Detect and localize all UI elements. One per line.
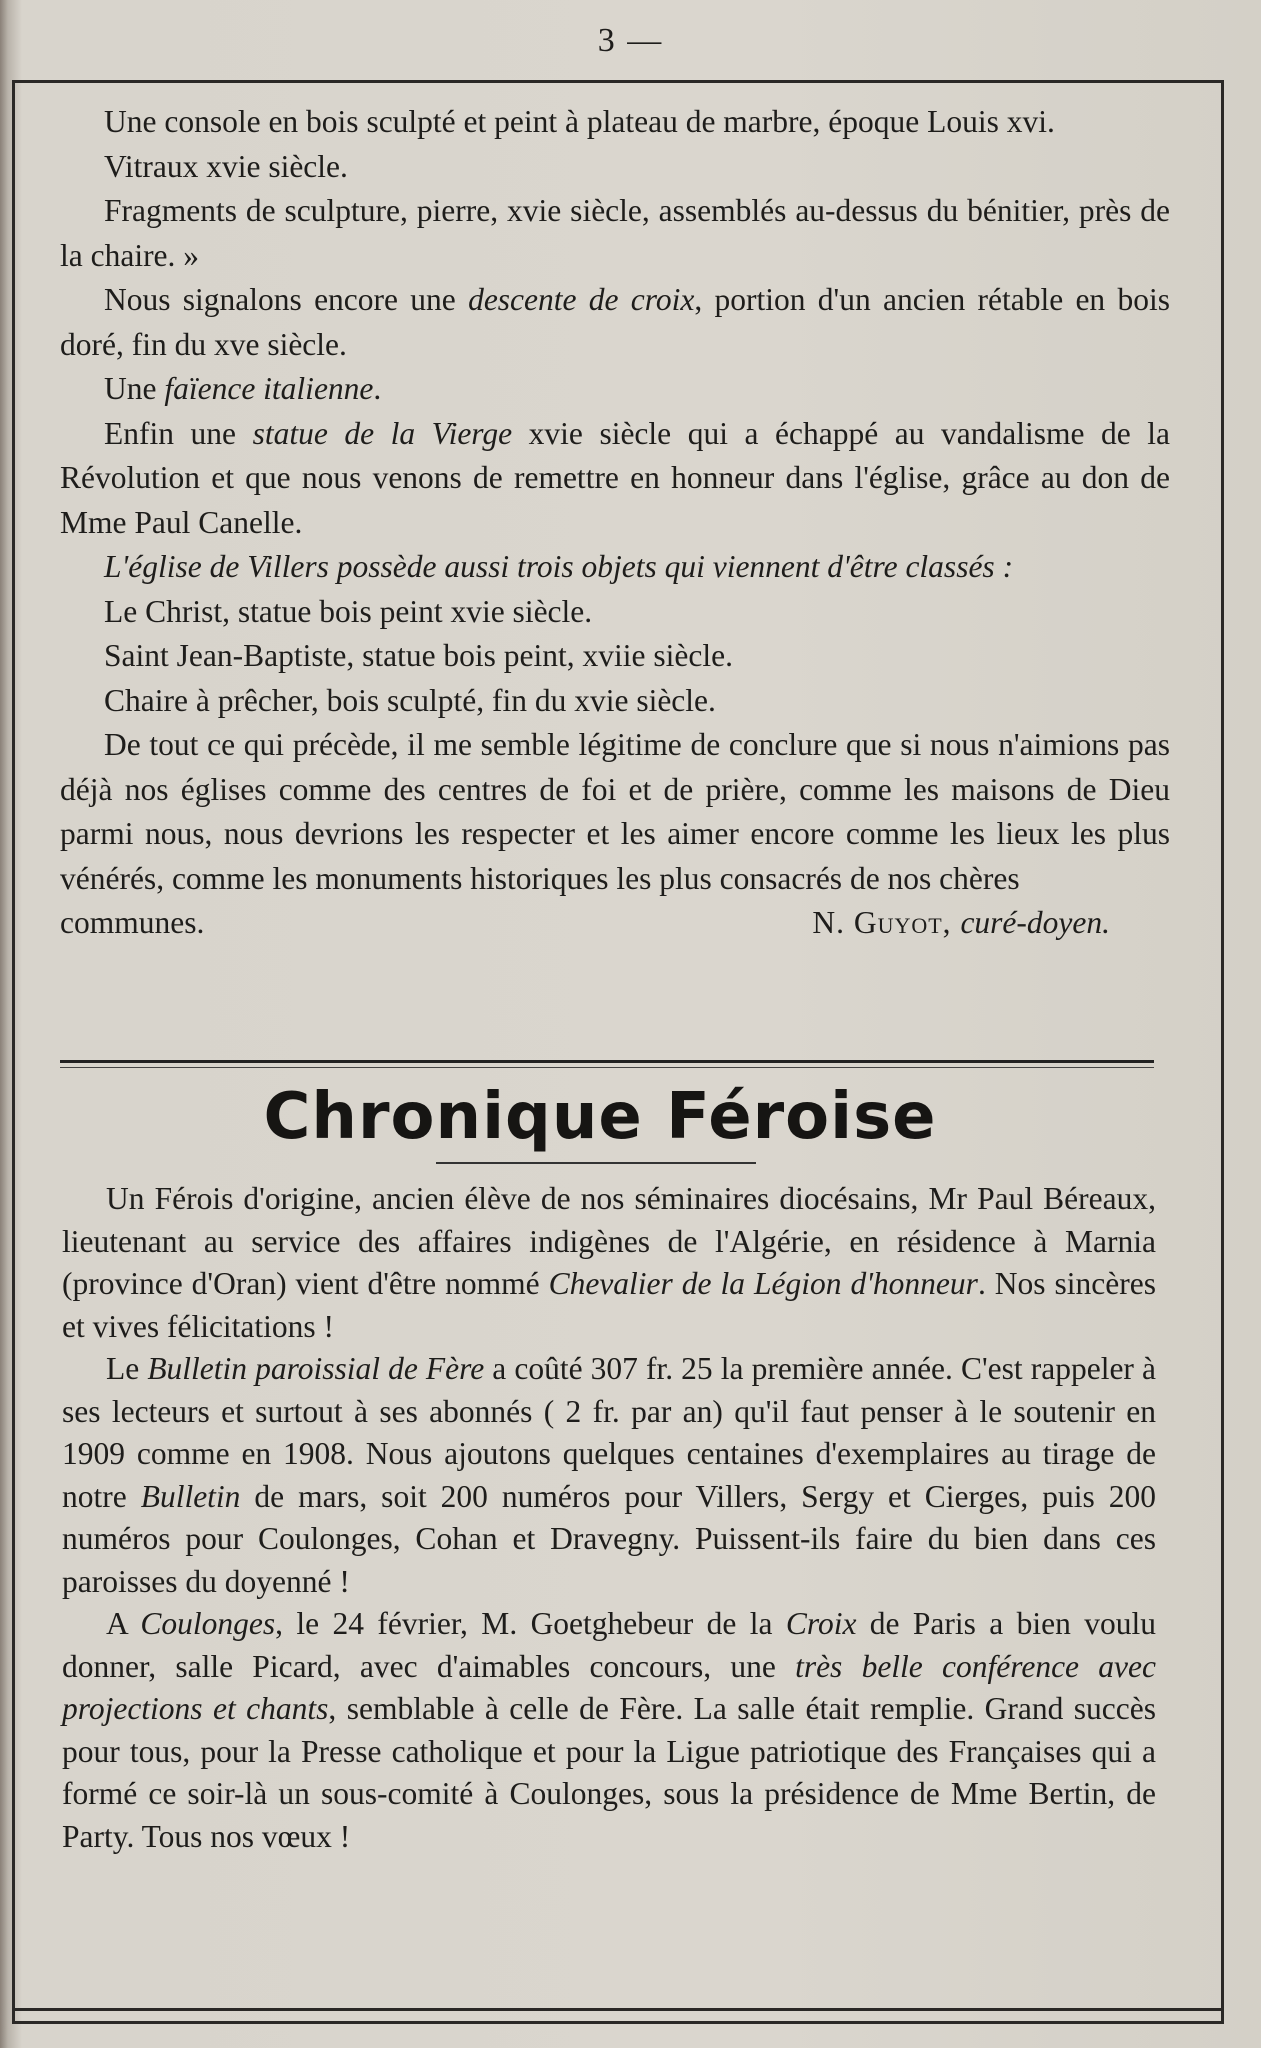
paragraph: Saint Jean-Baptiste, statue bois peint, xviie siècle.: [104, 638, 733, 673]
paragraph: Nous signalons encore une descente de croix, portion d'un ancien rétable en bois doré, fin du xve siècle.: [60, 282, 1170, 362]
paragraph: Chaire à prêcher, bois sculpté, fin du xvie siècle.: [104, 682, 716, 718]
signature: N. Guyot, curé-doyen.: [812, 905, 1110, 940]
paragraph: A Coulonges, le 24 février, M. Goetghebeur de la Croix de Paris a bien voulu donner, salle Picard, avec d'aimables concours, une très belle conférence avec projections et chants, semblable à celle de Fère. La salle était remplie. Grand succès pour tous, pour la Presse catholique et pour la Ligue patriotique des Françaises qui a formé ce soir-là un sous-comité à Coulonges, sous la présidence de Mme Bertin, de Party. Tous nos vœux !: [62, 1606, 1157, 1854]
last-word: communes.: [60, 905, 205, 940]
paragraph: Le Bulletin paroissial de Fère a coûté 307 fr. 25 la première année. C'est rappeler à ses lecteurs et surtout à ses abonnés ( 2 fr. par an) qu'il faut penser à le soutenir en 1909 comme en 1908. Nous ajoutons quelques centaines d'exemplaires au tirage de notre Bulletin de mars, soit 200 numéros pour Villers, Sergy et Cierges, puis 200 numéros pour Coulonges, Cohan et Dravegny. Puissent-ils faire du bien dans ces paroisses du doyenné !: [62, 1351, 1156, 1599]
paragraph: Vitraux xvie siècle.: [104, 148, 348, 184]
paragraph: L'église de Villers possède aussi trois objets qui viennent d'être classés :: [104, 549, 1014, 584]
page-number: 3 —: [597, 22, 664, 59]
paragraph: Un Férois d'origine, ancien élève de nos séminaires diocésains, Mr Paul Béreaux, lieutenant au service des affaires indigènes de l'Algérie, en résidence à Marnia (province d'Oran) vient d'être nommé Chevalier de la Légion d'honneur. Nos sincères et vives félicitations !: [62, 1181, 1156, 1344]
signature-line: [60, 901, 1170, 946]
bottom-rule: [12, 2008, 1224, 2011]
section-title: Chronique Féroise: [263, 1080, 937, 1154]
paragraph: Fragments de sculpture, pierre, xvie siècle, assemblés au-dessus du bénitier, près de la chaire. »: [60, 193, 1170, 273]
paragraph: Une faïence italienne.: [104, 371, 382, 406]
article-church-objects: [60, 100, 1170, 946]
paragraph: Une console en bois sculpté et peint à plateau de marbre, époque Louis xvi.: [104, 104, 1055, 139]
title-underline: [436, 1162, 756, 1164]
article-chronique: [62, 1178, 1156, 1858]
paragraph: Enfin une statue de la Vierge xvie siècle qui a échappé au vandalisme de la Révolution et que nous venons de remettre en honneur dans l'église, grâce au don de Mme Paul Canelle.: [60, 415, 1171, 540]
paragraph: De tout ce qui précède, il me semble légitime de conclure que si nous n'aimions pas déjà nos églises comme des centres de foi et de prière, comme les maisons de Dieu parmi nous, nous devrions les respecter et les aimer encore comme les lieux les plus vénérés, comme les monuments historiques les plus consacrés de nos chères: [60, 727, 1170, 896]
paragraph: Le Christ, statue bois peint xvie siècle.: [104, 593, 593, 629]
section-divider: [60, 1060, 1154, 1068]
